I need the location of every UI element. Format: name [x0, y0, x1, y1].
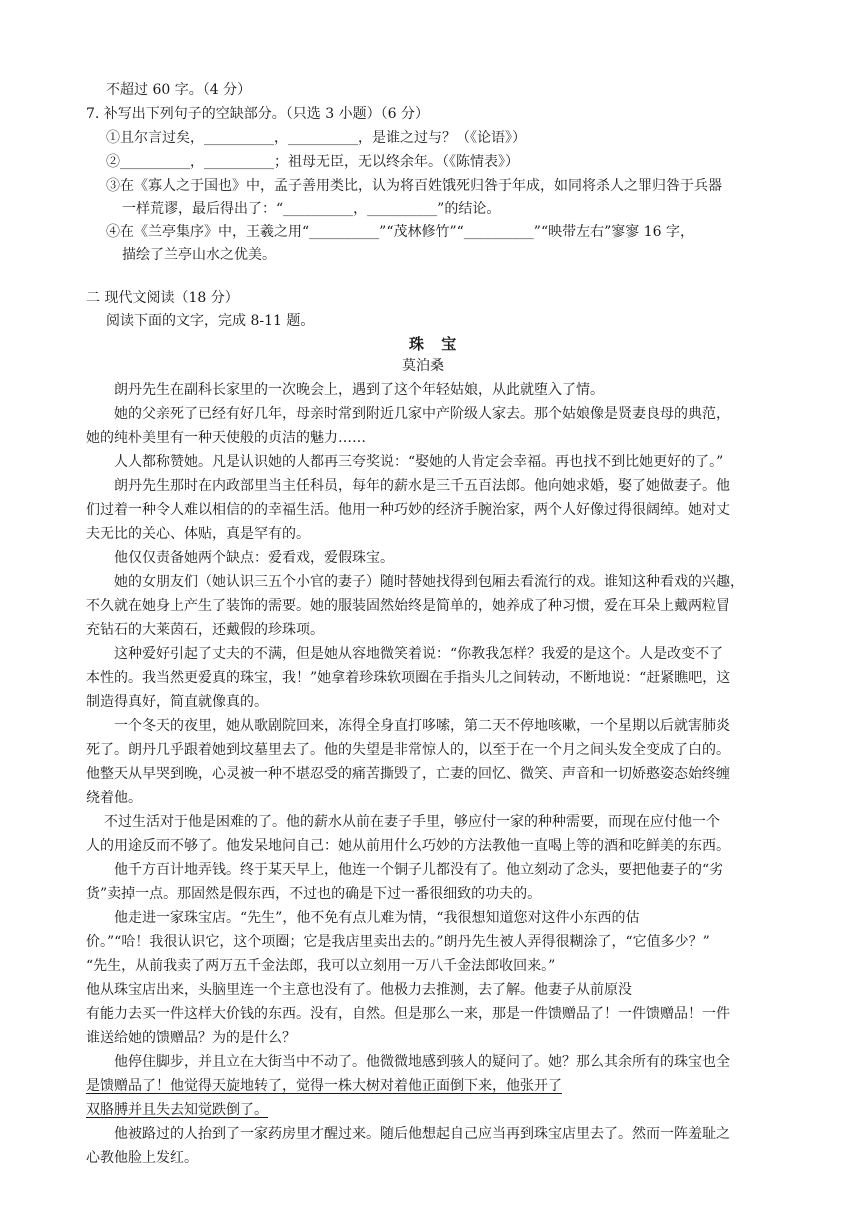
question-7-item-1: ①且尔言过矣，__________，__________，是谁之过与？（《论语》）	[106, 130, 526, 146]
article-line: 不过生活对于他是困难的了。他的薪水从前在妻子手里，够应付一家的种种需要，而现在应付他一个	[104, 814, 720, 830]
article-line: 充钻石的大莱茵石，还戴假的珍珠项。	[86, 622, 324, 638]
article-line: 谁送给她的馈赠品？为的是什么？	[86, 1030, 296, 1046]
article-line-underlined: 双胳膊并且失去知觉跌倒了。	[86, 1102, 268, 1118]
article-line: 们过着一种令人难以相信的的幸福生活。他用一种巧妙的经济手腕治家，两个人好像过得很阔绰。她对丈	[86, 502, 730, 518]
article-line: 一个冬天的夜里，她从歌剧院回来，冻得全身直打哆嗦，第二天不停地咳嗽，一个星期以后就害肺炎	[114, 718, 730, 734]
article-line: 死了。朗丹几乎跟着她到坟墓里去了。他的失望是非常惊人的，以至于在一个月之间头发全变成了白的。	[86, 742, 730, 758]
article-title: 珠 宝	[409, 335, 463, 353]
article-line: 他千方百计地弄钱。终于某天早上，他连一个铜子儿都没有了。他立刻动了念头，要把他妻子的“劣	[114, 862, 724, 878]
article-line: 他从珠宝店出来，头脑里连一个主意也没有了。他极力去推测，去了解。他妻子从前原没	[86, 982, 632, 998]
question-7-item-3-cont: 一样荒谬，最后得出了：“__________，__________”的结论。	[122, 201, 501, 217]
article-line: 她的父亲死了已经有好几年，母亲时常到附近几家中产阶级人家去。那个姑娘像是贤妻良母的典范，	[114, 406, 730, 422]
section-instruction: 阅读下面的文字，完成 8-11 题。	[106, 313, 315, 329]
question-7-item-4-cont: 描绘了兰亭山水之优美。	[122, 247, 276, 263]
article-line: 他走进一家珠宝店。“先生”，他不免有点儿难为情，“我很想知道您对这件小东西的估	[114, 910, 640, 926]
previous-question-tail: 不超过 60 字。（4 分）	[106, 82, 252, 98]
article-line: 人人都称赞她。凡是认识她的人都再三夸奖说：“娶她的人肯定会幸福。再也找不到比她更好的了。”	[114, 454, 724, 470]
section-heading: 二 现代文阅读（18 分）	[86, 290, 239, 306]
article-author: 莫泊桑	[402, 358, 444, 374]
question-7-stem: 7. 补写出下列句子的空缺部分。（只选 3 小题）（6 分）	[86, 106, 429, 122]
article-line: 有能力去买一件这样大价钱的东西。没有，自然。但是那么一来，那是一件馈赠品了！一件馈赠品！一件	[86, 1006, 730, 1022]
article-line: 他停住脚步，并且立在大街当中不动了。他微微地感到骇人的疑问了。她？那么其余所有的珠宝也全	[114, 1054, 730, 1070]
article-line: 不久就在她身上产生了装饰的需要。她的服装固然始终是简单的，她养成了种习惯，爱在耳朵上戴两粒冒	[86, 598, 730, 614]
question-7-item-3: ③在《寡人之于国也》中，孟子善用类比，认为将百姓饿死归咎于年成，如同将杀人之罪归咎于兵器	[106, 178, 722, 194]
article-line: 价。”“哈！我很认识它，这个项圈；它是我店里卖出去的。”朗丹先生被人弄得很糊涂了，“它值多少？”	[86, 934, 710, 950]
article-line: 心教他脸上发红。	[86, 1150, 198, 1166]
article-line: 她的纯朴美里有一种天使般的贞洁的魅力……	[86, 430, 366, 446]
article-line: 朗丹先生那时在内政部里当主任科员，每年的薪水是三千五百法郎。他向她求婚，娶了她做妻子。他	[114, 478, 730, 494]
article-line: 她的女朋友们（她认识三五个小官的妻子）随时替她找得到包厢去看流行的戏。谁知这种看戏的兴趣，	[114, 574, 744, 590]
question-7-item-2: ②__________，__________；祖母无臣，无以终余年。（《陈情表》）	[106, 154, 519, 170]
article-line: 他仅仅责备她两个缺点：爱看戏，爱假珠宝。	[114, 550, 394, 566]
question-7-item-4: ④在《兰亭集序》中，王羲之用“__________”“茂林修竹”“__________”“映带左右”寥寥 16 字，	[106, 224, 694, 240]
article-line: 这种爱好引起了丈夫的不满，但是她从容地微笑着说：“你教我怎样？我爱的是这个。人是改变不了	[114, 646, 724, 662]
article-line: 他被路过的人抬到了一家药房里才醒过来。随后他想起自己应当再到珠宝店里去了。然而一阵羞耻之	[114, 1126, 730, 1142]
article-line: “先生，从前我卖了两万五千金法郎，我可以立刻用一万八千金法郎收回来。”	[86, 958, 556, 974]
article-line: 制造得真好，简直就像真的。	[86, 694, 268, 710]
article-line: 朗丹先生在副科长家里的一次晚会上，遇到了这个年轻姑娘，从此就堕入了情。	[114, 382, 604, 398]
article-line: 他整天从早哭到晚，心灵被一种不堪忍受的痛苦撕毁了，亡妻的回忆、微笑、声音和一切娇憨姿态始终缠	[86, 766, 730, 782]
article-line: 夫无比的关心、体贴，真是罕有的。	[86, 526, 310, 542]
article-line: 货”卖掉一点。那固然是假东西，不过也的确是下过一番很细致的功夫的。	[86, 886, 542, 902]
article-line: 人的用途反而不够了。他发呆地问自己：她从前用什么巧妙的方法教他一直喝上等的酒和吃鲜美的东西。	[86, 838, 730, 854]
article-line: 绕着他。	[86, 790, 142, 806]
article-line: 本性的。我当然更爱真的珠宝，我！”她拿着珍珠软项圈在手指头儿之间转动，不断地说：“赶紧瞧吧，这	[86, 670, 731, 686]
article-line-underlined: 是馈赠品了！他觉得天旋地转了，觉得一株大树对着他正面倒下来，他张开了	[86, 1078, 562, 1094]
